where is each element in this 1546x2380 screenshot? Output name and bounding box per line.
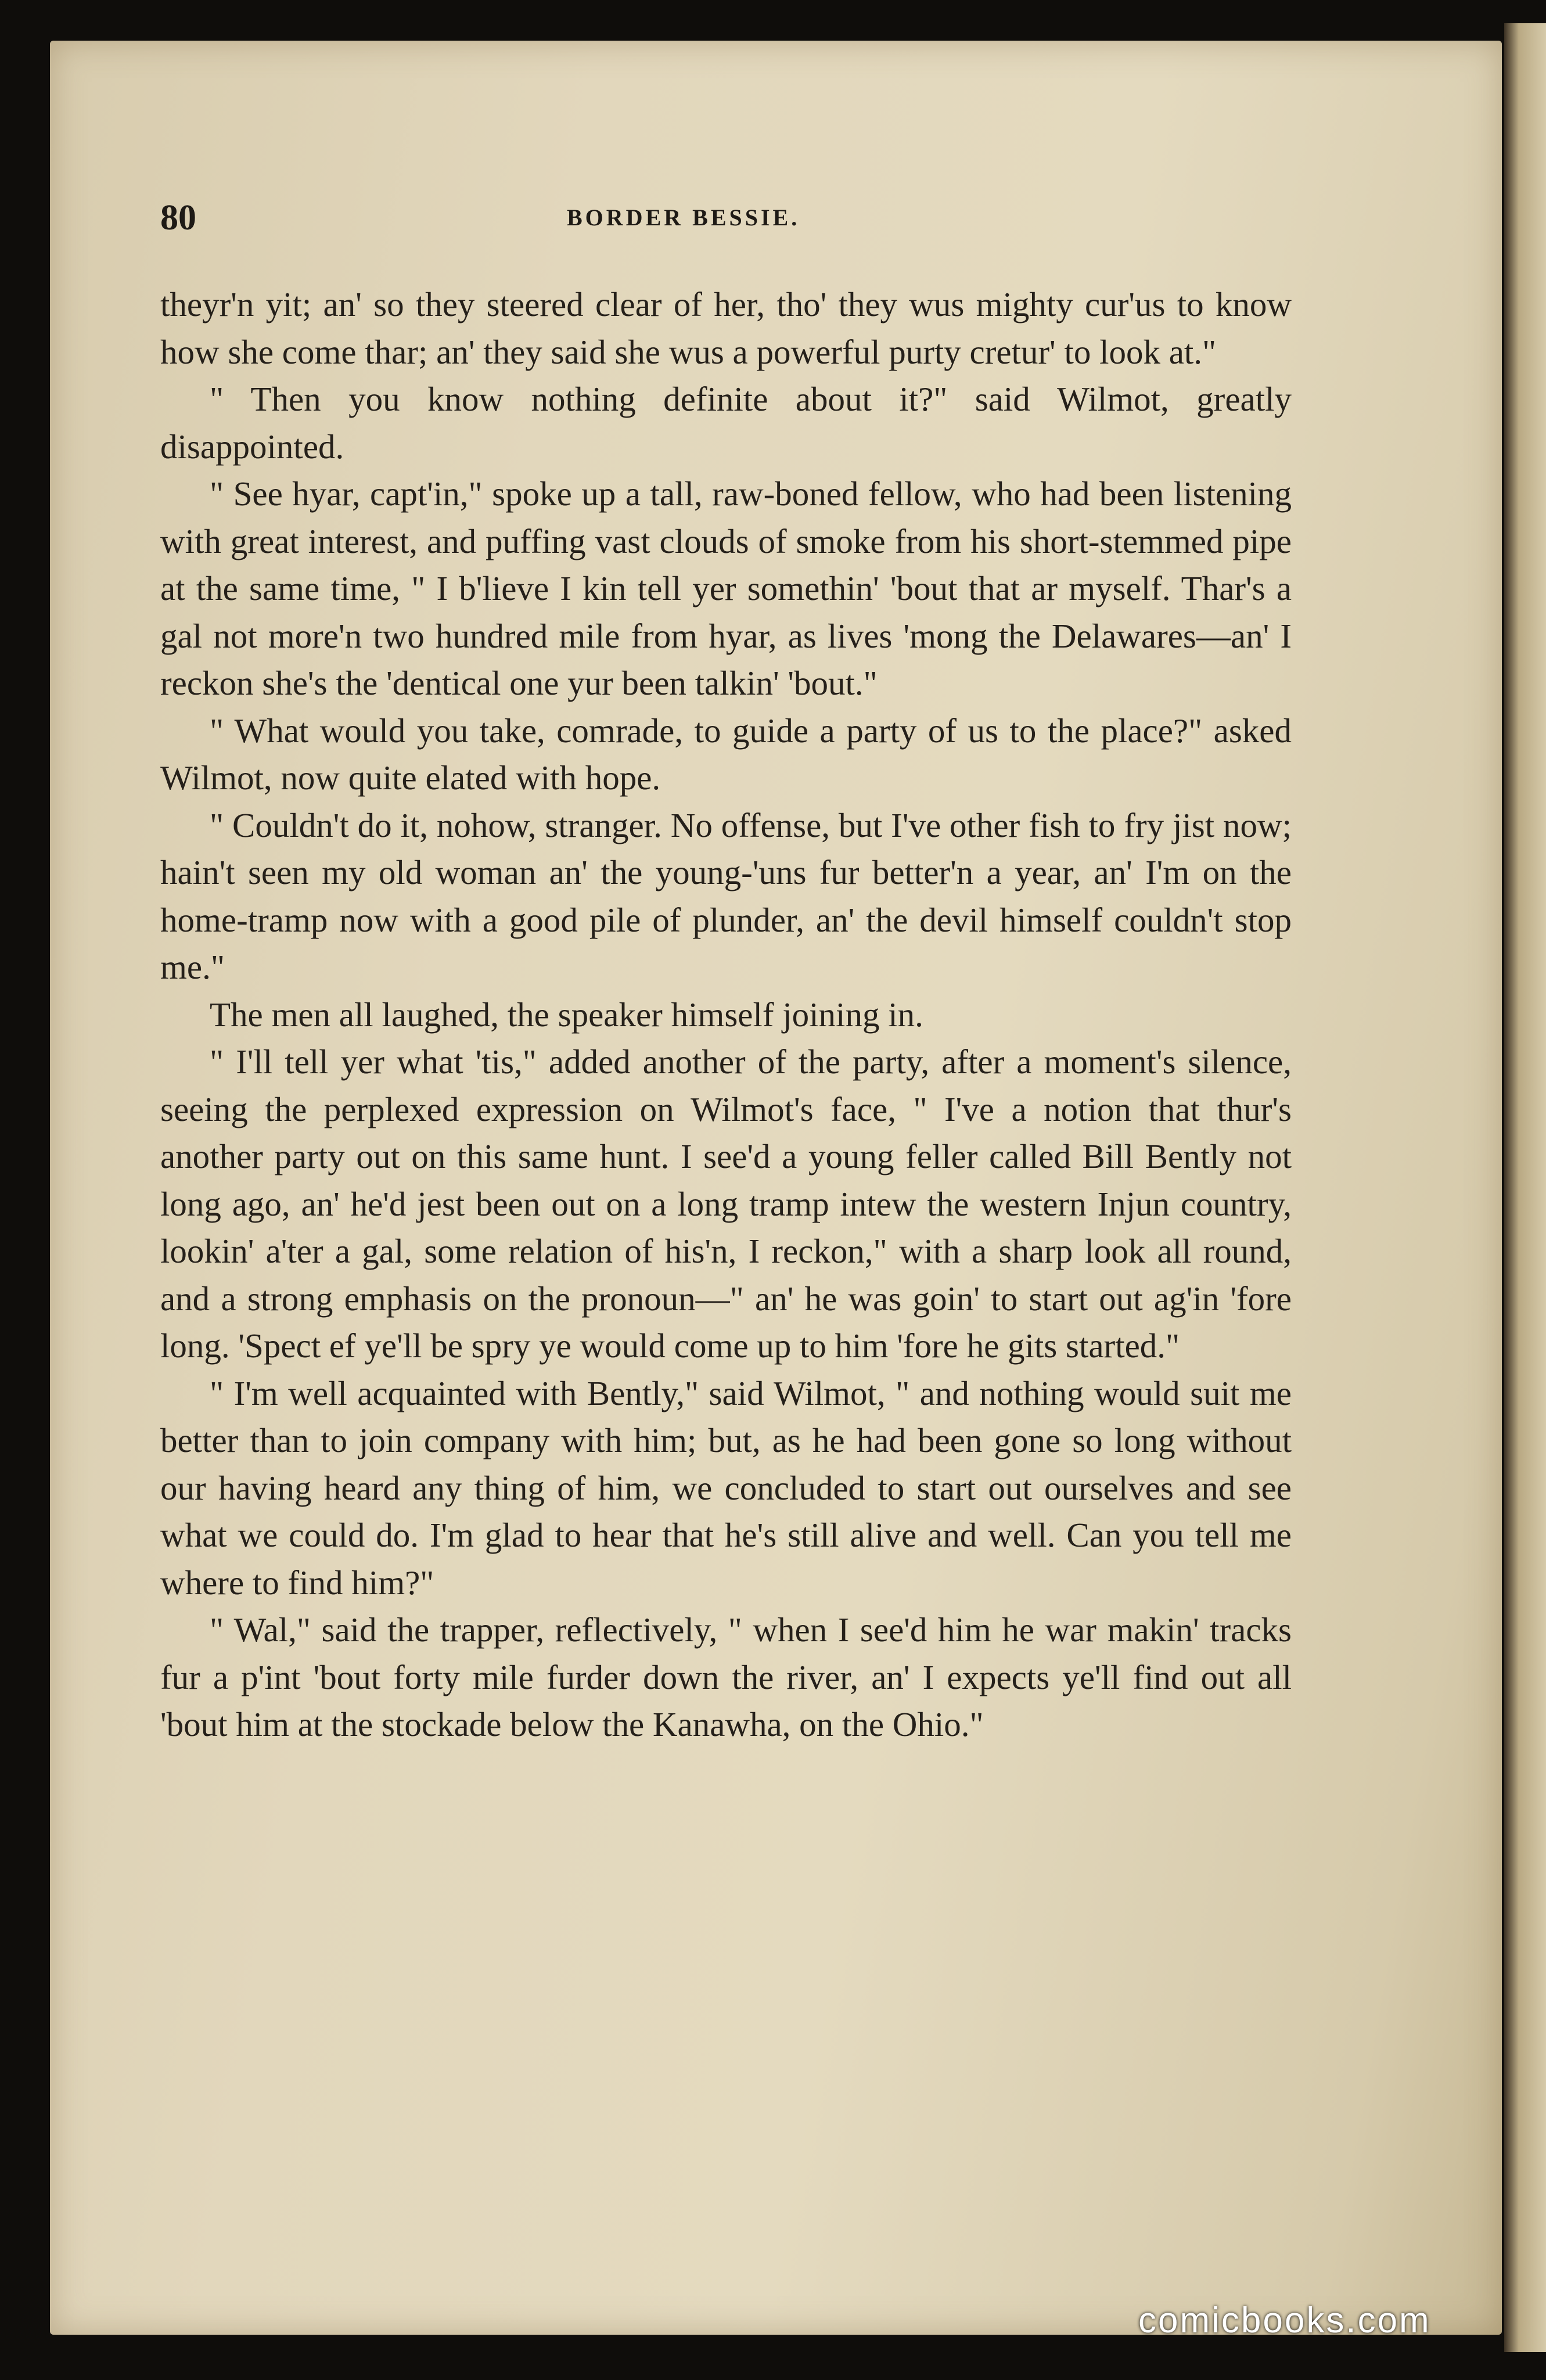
- paragraph: " Then you know nothing definite about it?" said Wilmot, greatly disappointed.: [160, 380, 1292, 466]
- page-number: 80: [160, 198, 196, 238]
- watermark: comicbooks.com: [1138, 2300, 1431, 2341]
- paragraph: The men all laughed, the speaker himself joining in.: [210, 995, 923, 1034]
- paragraph: theyr'n yit; an' so they steered clear of her, tho' they wus mighty cur'us to know how she come thar; an' they said she wus a powerful purty cretur' to look at.": [160, 285, 1292, 371]
- paragraph: " What would you take, comrade, to guide a party of us to the place?" asked Wilmot, now quite elated with hope.: [160, 711, 1292, 797]
- paragraph: " Couldn't do it, nohow, stranger. No offense, but I've other fish to fry jist now; hain't seen my old woman an' the young-'uns fur better'n a year, an' I'm on the home-tramp now with a good pile of plunder, an' the devil himself couldn't stop me.": [160, 806, 1292, 986]
- paragraph: " I'll tell yer what 'tis," added another of the party, after a moment's silence, seeing the perplexed expression on Wilmot's face, " I've a notion that thur's another party out on this same hunt. I see'd a young feller called Bill Bently not long ago, an' he'd jest been out on a long tramp intew the western Injun country, lookin' a'ter a gal, some relation of his'n, I reckon," with a sharp look all round, and a strong emphasis on the pronoun—" an' he was goin' to start out ag'in 'fore long. 'Spect ef ye'll be spry ye would come up to him 'fore he gits started.": [160, 1042, 1292, 1365]
- paragraph: " I'm well acquainted with Bently," said Wilmot, " and nothing would suit me better than to join company with him; but, as he had been gone so long without our having heard any thing of him, we concluded to start out ourselves and see what we could do. I'm glad to hear that he's still alive and well. Can you tell me where to find him?": [160, 1374, 1292, 1602]
- running-title: BORDER BESSIE.: [567, 204, 800, 231]
- paragraph: " Wal," said the trapper, reflectively, " when I see'd him he war makin' tracks fur a p'int 'bout forty mile furder down the river, an' I expects ye'll find out all 'bout him at the stockade below the Kanawha, on the Ohio.": [160, 1610, 1292, 1743]
- paragraph: " See hyar, capt'in," spoke up a tall, raw-boned fellow, who had been listening with great interest, and puffing vast clouds of smoke from his short-stemmed pipe at the same time, " I b'lieve I kin tell yer somethin' 'bout that ar myself. Thar's a gal not more'n two hundred mile from hyar, as lives 'mong the Delawares—an' I reckon she's the 'dentical one yur been talkin' 'bout.": [160, 474, 1292, 702]
- body-text: [160, 281, 1292, 1749]
- page-header: [160, 192, 1322, 244]
- adjacent-page-edge: [1504, 23, 1546, 2352]
